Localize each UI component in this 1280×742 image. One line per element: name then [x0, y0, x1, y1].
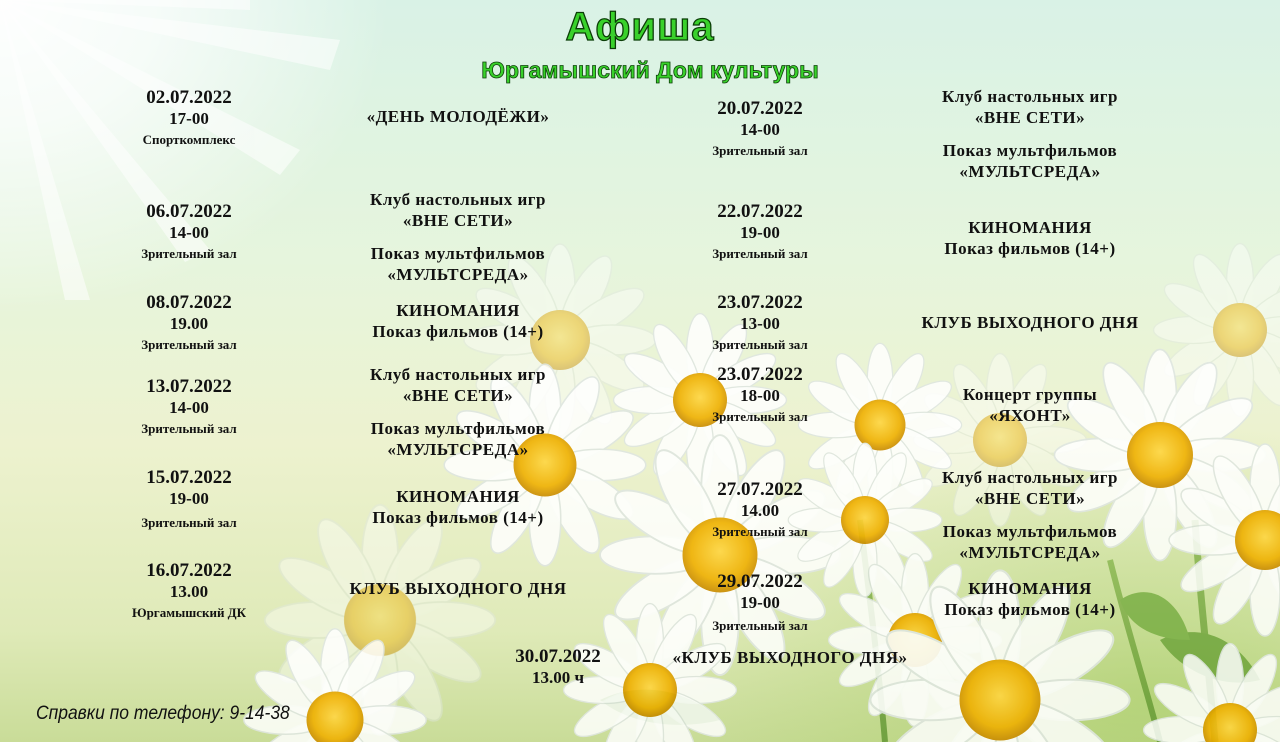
event-line: «МУЛЬТСРЕДА»	[959, 162, 1101, 181]
event-line: Показ фильмов (14+)	[944, 239, 1116, 258]
event-title	[890, 384, 1170, 426]
event-place: Юргамышский ДК	[131, 605, 247, 620]
event-date-block	[670, 571, 850, 634]
event-line: КИНОМАНИЯ	[968, 579, 1092, 598]
event-place: Зрительный зал	[712, 143, 808, 158]
event-place: Зрительный зал	[141, 246, 237, 261]
event-date-block	[670, 292, 850, 353]
event-date: 15.07.2022	[146, 467, 232, 488]
event-date-block	[99, 87, 279, 148]
event-date-block	[670, 479, 850, 540]
event-place: Зрительный зал	[141, 421, 237, 436]
event-line: Клуб настольных игр	[370, 365, 546, 384]
event-date: 16.07.2022	[146, 560, 232, 581]
event-line: Клуб настольных игр	[942, 87, 1118, 106]
event-date-block	[99, 560, 279, 621]
event-time: 19.00	[169, 314, 209, 333]
event-line: КИНОМАНИЯ	[396, 487, 520, 506]
event-title	[318, 189, 598, 285]
event-date-block	[99, 201, 279, 262]
event-title	[890, 86, 1170, 182]
event-line: КЛУБ ВЫХОДНОГО ДНЯ	[349, 579, 567, 598]
event-date: 23.07.2022	[717, 292, 803, 313]
event-date: 13.07.2022	[146, 376, 232, 397]
event-line: «ВНЕ СЕТИ»	[402, 211, 514, 230]
event-date: 30.07.2022	[515, 646, 601, 667]
event-title	[318, 486, 598, 528]
event-place: Зрительный зал	[712, 337, 808, 352]
event-date-block	[670, 364, 850, 425]
event-date-block	[99, 467, 279, 531]
event-line: Показ фильмов (14+)	[944, 600, 1116, 619]
event-date: 22.07.2022	[717, 201, 803, 222]
event-line: «МУЛЬТСРЕДА»	[387, 440, 529, 459]
event-line: Концерт группы	[962, 385, 1098, 404]
event-line: Показ мультфильмов	[370, 244, 546, 263]
event-time: 19-00	[740, 593, 780, 612]
event-title	[880, 312, 1180, 333]
event-time: 14-00	[169, 398, 209, 417]
event-line: Показ мультфильмов	[370, 419, 546, 438]
event-place: Зрительный зал	[141, 337, 237, 352]
event-line: «ДЕНЬ МОЛОДЁЖИ»	[366, 107, 550, 126]
event-line: КЛУБ ВЫХОДНОГО ДНЯ	[921, 313, 1139, 332]
event-date-block	[468, 646, 648, 688]
poster-title: Афиша	[565, 5, 715, 49]
event-line: Показ мультфильмов	[942, 141, 1118, 160]
event-line: Показ мультфильмов	[942, 522, 1118, 541]
event-place: Спорткомплекс	[142, 132, 236, 147]
event-date-block	[99, 376, 279, 437]
event-line: «ВНЕ СЕТИ»	[402, 386, 514, 405]
poster-subtitle: Юргамышский Дом культуры	[481, 57, 819, 83]
event-title	[318, 106, 598, 127]
event-line: Показ фильмов (14+)	[372, 508, 544, 527]
event-title	[308, 578, 608, 599]
event-place: Зрительный зал	[712, 524, 808, 539]
event-date: 23.07.2022	[717, 364, 803, 385]
event-date: 20.07.2022	[717, 98, 803, 119]
event-line: КИНОМАНИЯ	[396, 301, 520, 320]
event-line: «ВНЕ СЕТИ»	[974, 108, 1086, 127]
event-date-block	[670, 201, 850, 262]
event-time: 14.00	[740, 501, 780, 520]
event-date-block	[99, 292, 279, 353]
event-line: КИНОМАНИЯ	[968, 218, 1092, 237]
event-line: «ВНЕ СЕТИ»	[974, 489, 1086, 508]
event-place: Зрительный зал	[712, 246, 808, 261]
event-date: 29.07.2022	[717, 571, 803, 592]
event-title	[890, 578, 1170, 620]
event-date: 02.07.2022	[146, 87, 232, 108]
event-time: 19-00	[169, 489, 209, 508]
event-title	[640, 647, 940, 668]
event-line: «КЛУБ ВЫХОДНОГО ДНЯ»	[672, 648, 908, 667]
event-line: «ЯХОНТ»	[989, 406, 1071, 425]
event-date: 27.07.2022	[717, 479, 803, 500]
phone-info: Справки по телефону: 9-14-38	[36, 703, 290, 724]
event-date: 06.07.2022	[146, 201, 232, 222]
event-place: Зрительный зал	[712, 618, 808, 633]
event-title	[318, 300, 598, 342]
event-time: 19-00	[740, 223, 780, 242]
event-time: 13-00	[740, 314, 780, 333]
event-line: Показ фильмов (14+)	[372, 322, 544, 341]
event-line: Клуб настольных игр	[942, 468, 1118, 487]
event-date-block	[670, 98, 850, 159]
event-date: 08.07.2022	[146, 292, 232, 313]
event-title	[890, 217, 1170, 259]
event-time: 18-00	[740, 386, 780, 405]
event-time: 14-00	[740, 120, 780, 139]
event-time: 17-00	[169, 109, 209, 128]
event-place: Зрительный зал	[141, 515, 237, 530]
event-line: «МУЛЬТСРЕДА»	[387, 265, 529, 284]
event-title	[318, 364, 598, 460]
event-time: 13.00 ч	[531, 668, 585, 687]
event-line: Клуб настольных игр	[370, 190, 546, 209]
event-line: «МУЛЬТСРЕДА»	[959, 543, 1101, 562]
event-title	[890, 467, 1170, 563]
event-time: 13.00	[169, 582, 209, 601]
event-time: 14-00	[169, 223, 209, 242]
event-place: Зрительный зал	[712, 409, 808, 424]
